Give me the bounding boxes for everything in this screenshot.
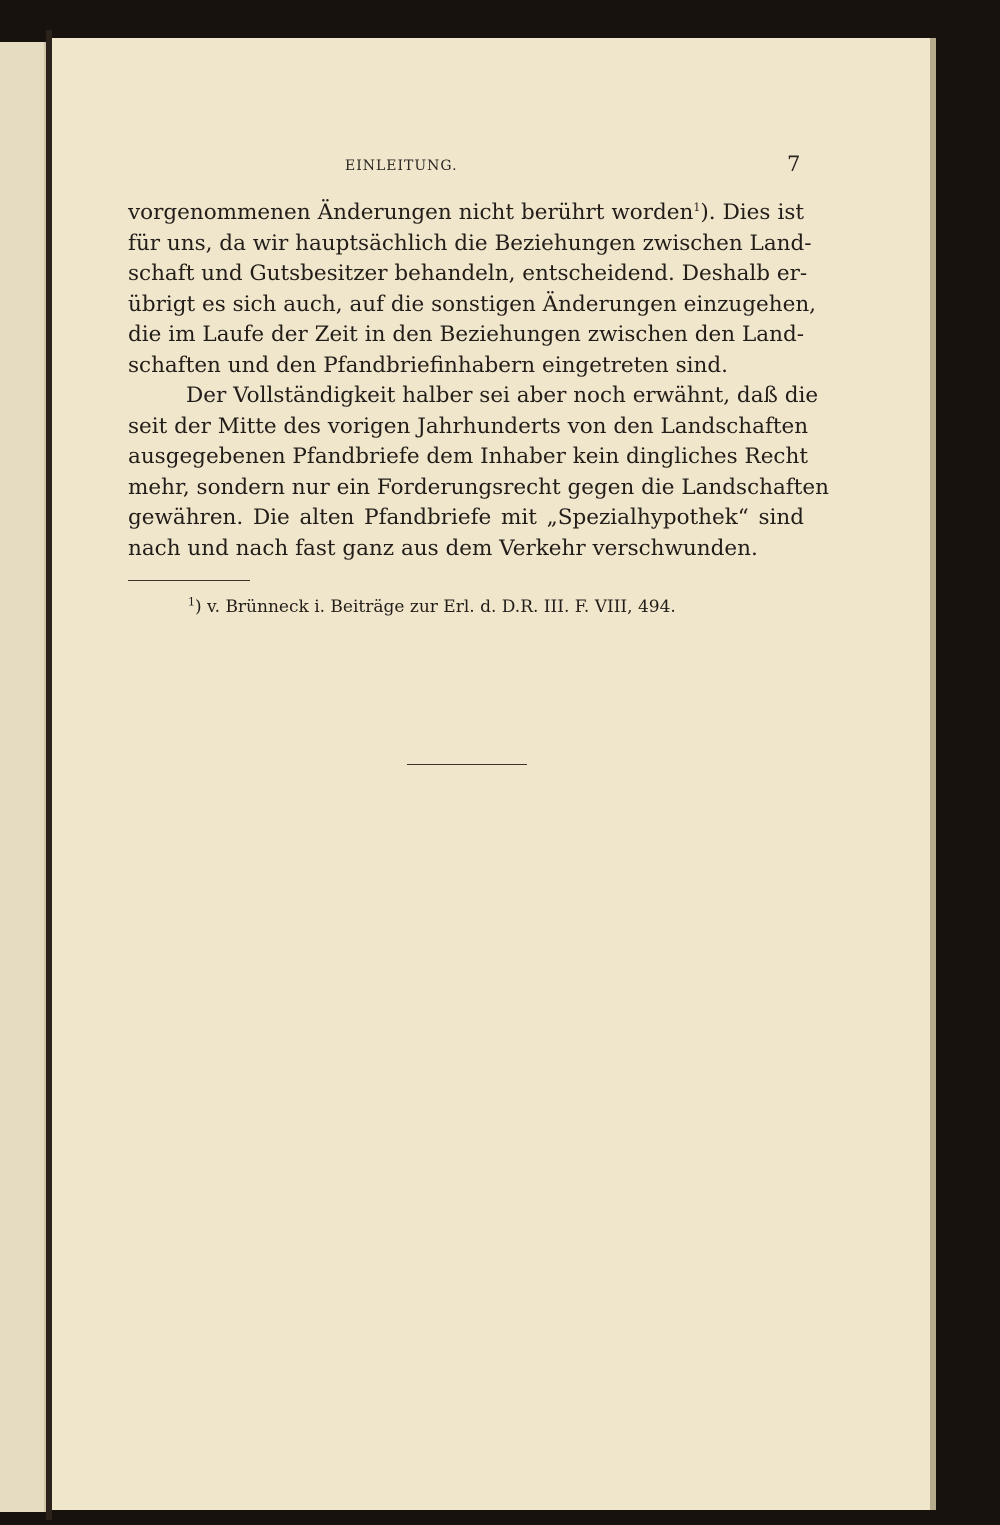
text-line: schaft und Gutsbesitzer behandeln, entscheidend. Deshalb er- (128, 261, 808, 286)
text-line: übrigt es sich auch, auf die sonstigen Änderungen einzugehen, (128, 291, 816, 317)
text-line: die im Laufe der Zeit in den Beziehungen zwischen den Land- (128, 322, 804, 347)
page-number-value: 7 (787, 152, 801, 176)
page-number (787, 152, 801, 197)
body-text (128, 198, 829, 564)
facing-page-edge (0, 42, 46, 1512)
text-line-part: ). Dies ist (700, 200, 804, 225)
section-end-rule (407, 764, 527, 765)
text-line-part: vorgenommenen Änderungen nicht berührt worden (128, 200, 694, 225)
text-line: seit der Mitte des vorigen Jahrhunderts von den Landschaften (128, 413, 809, 439)
text-line: mehr, sondern nur ein Forderungsrecht gegen die Landschaften (128, 474, 829, 500)
footnote-marker-close: ) (195, 597, 202, 617)
footnote-divider (128, 580, 250, 581)
footnote (188, 597, 676, 617)
text-line: ausgegebenen Pfandbriefe dem Inhaber kein dingliches Recht (128, 444, 808, 469)
text-line: Der Vollständigkeit halber sei aber noch erwähnt, daß die (186, 383, 819, 408)
text-line: gewähren. Die alten Pfandbriefe mit „Spezialhypothek“ sind (128, 505, 804, 530)
page-edge-shadow (930, 38, 936, 1510)
footnote-marker: 1 (188, 595, 195, 609)
text-line: schaften und den Pfandbriefinhabern eingetreten sind. (128, 352, 728, 378)
text-line: für uns, da wir hauptsächlich die Beziehungen zwischen Land- (128, 230, 812, 256)
footnote-text: v. Brünneck i. Beiträge zur Erl. d. D.R. III. F. VIII, 494. (201, 597, 676, 617)
text-line: nach und nach fast ganz aus dem Verkehr verschwunden. (128, 535, 758, 561)
footnote-reference: 1 (693, 200, 701, 214)
running-head: EINLEITUNG. (345, 158, 458, 174)
text-line (128, 198, 804, 229)
